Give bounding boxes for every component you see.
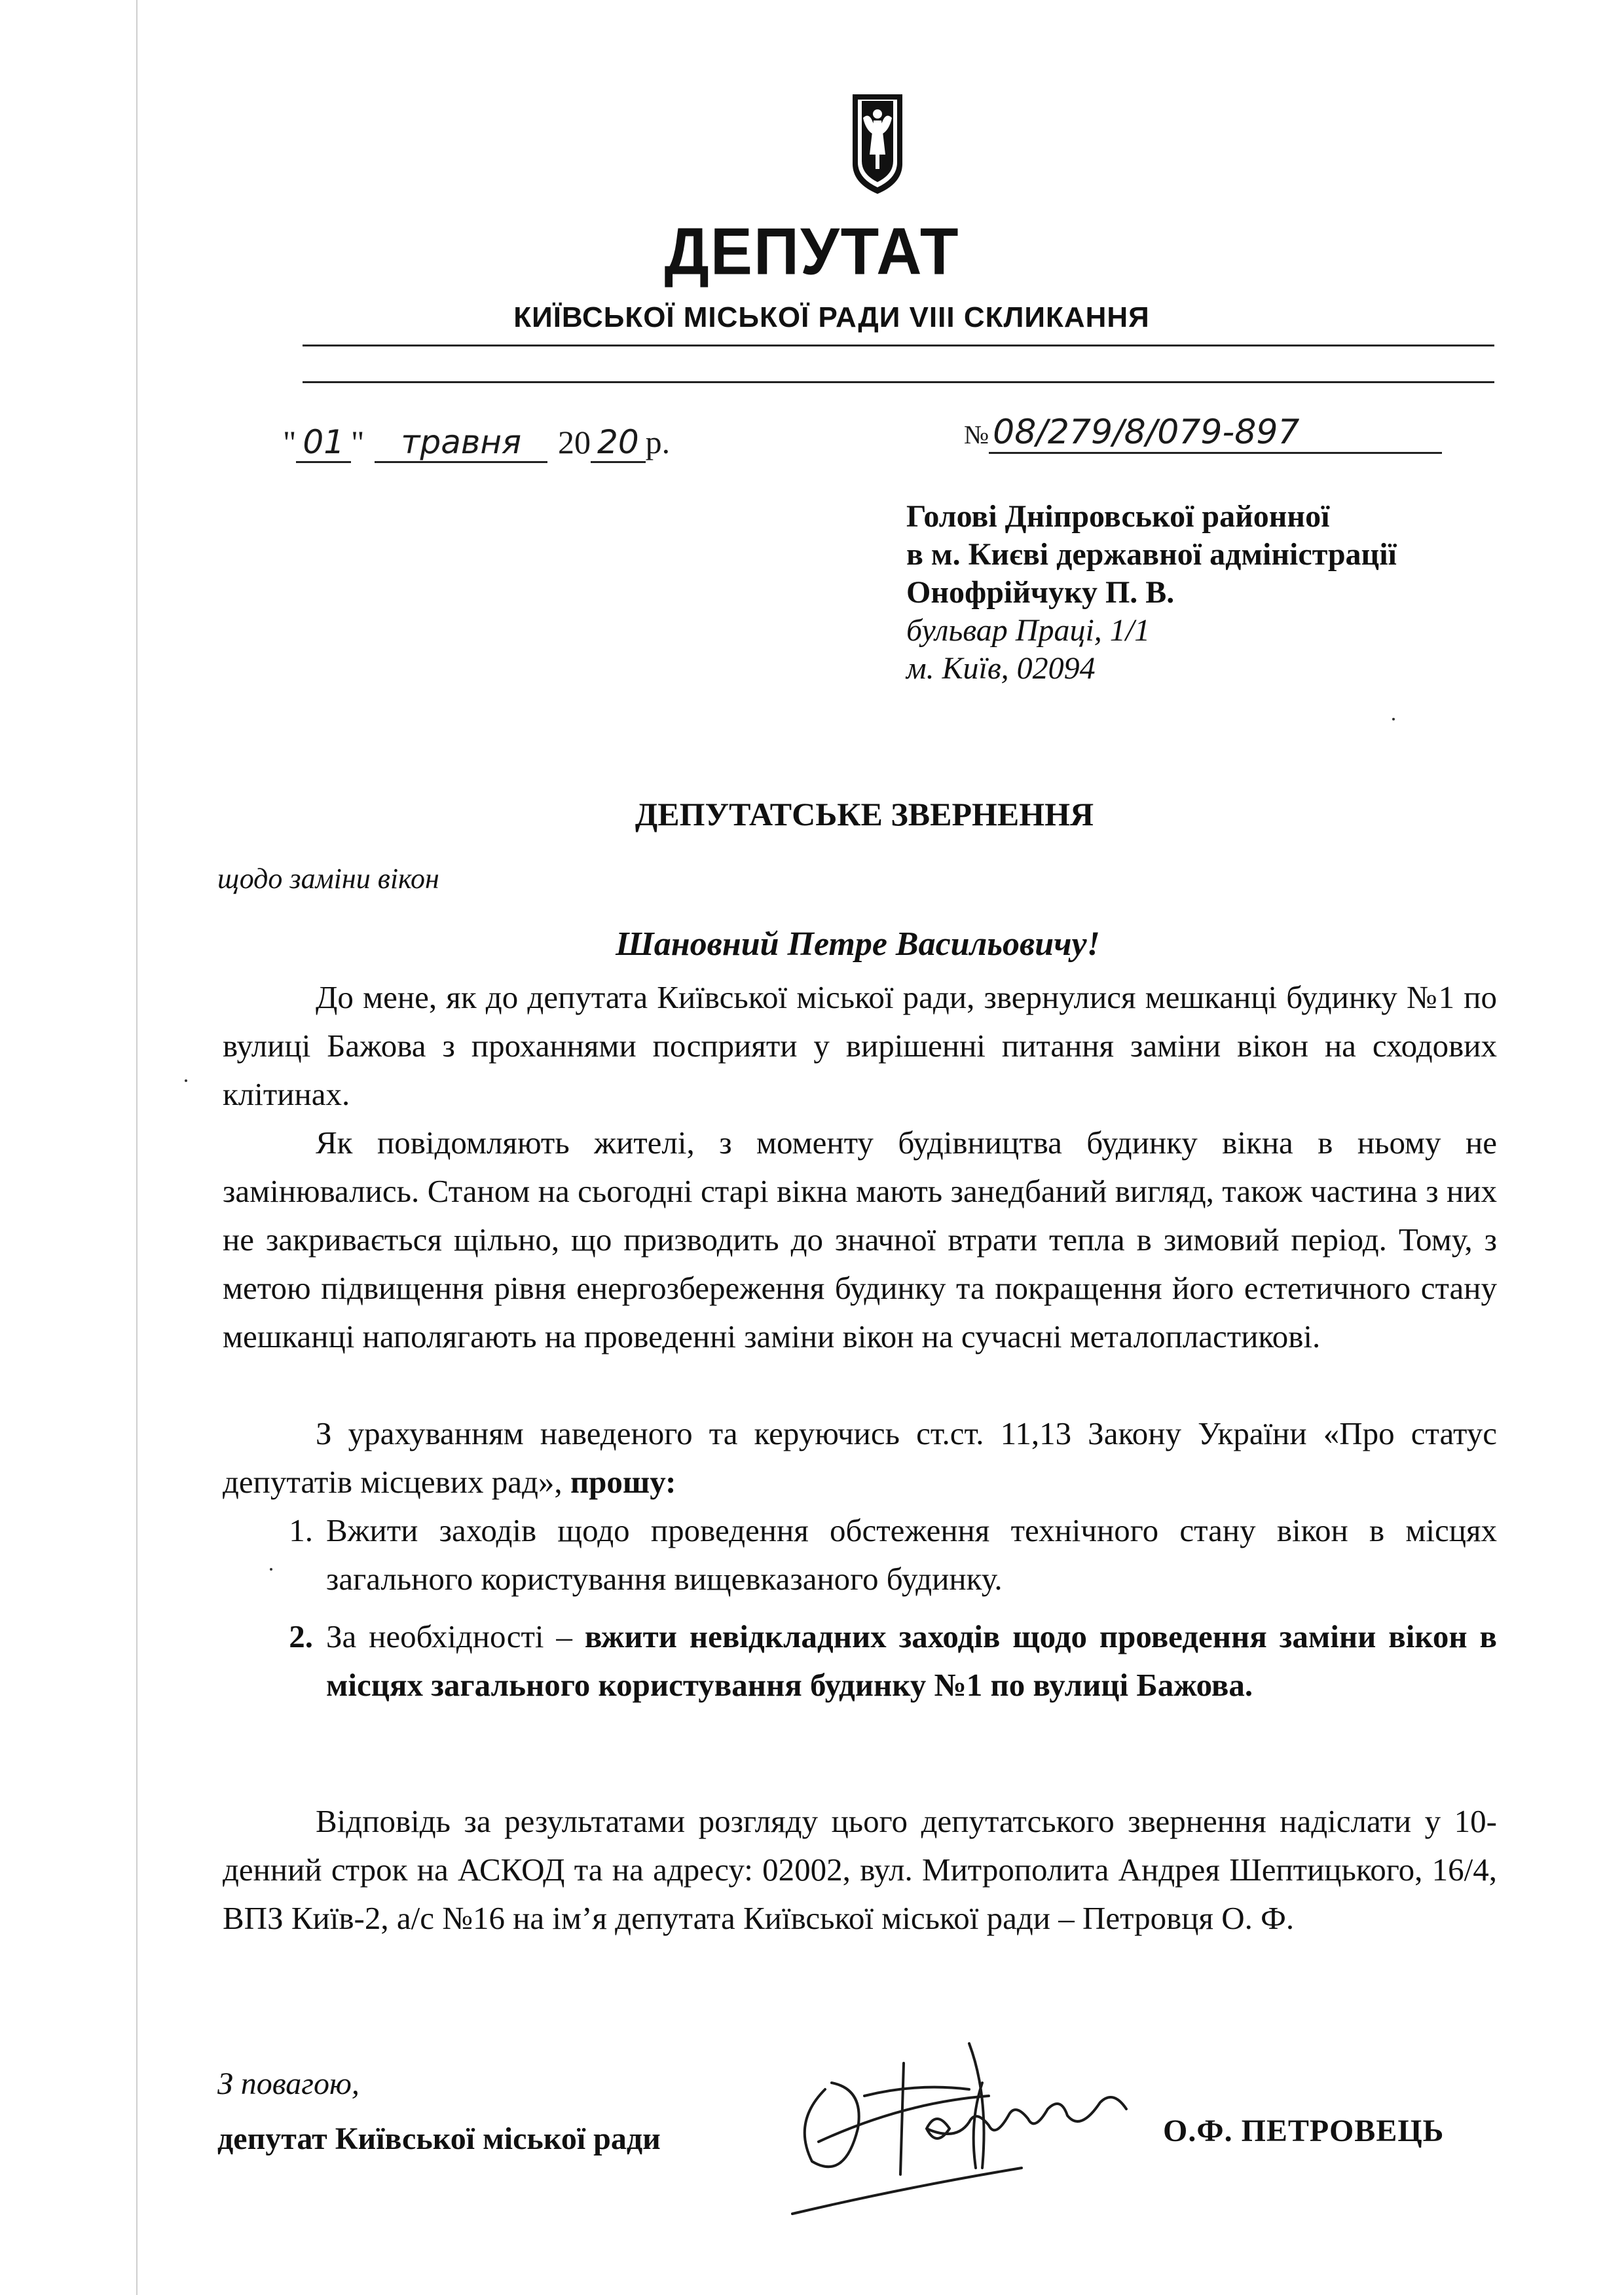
date-year-suffix: 20 [591, 423, 646, 463]
date-day: 01 [296, 423, 351, 463]
date-year-prefix: 20 [558, 424, 591, 460]
signoff-position: депутат Київської міської ради [217, 2121, 661, 2156]
registration-number [964, 413, 1442, 454]
scan-edge-line [136, 0, 138, 2295]
list-item [261, 1506, 1497, 1603]
addressee-block [906, 498, 1397, 688]
body-response [223, 1797, 1497, 1943]
paragraph-3-bold: прошу: [570, 1464, 676, 1500]
handwritten-signature [773, 2017, 1179, 2253]
number-value: 08/279/8/079-897 [989, 413, 1442, 454]
date-year-mark: р. [645, 424, 671, 460]
list-item [261, 1613, 1497, 1709]
header-rule-bottom [303, 381, 1494, 383]
list-item-text-bold: вжити невідкладних заходів щодо проведення заміни вікон в місцях загального користування будинку №1 по вулиці Бажова. [326, 1618, 1498, 1703]
list-item-text-plain: За необхідності – [326, 1618, 572, 1654]
paragraph-2-text: Як повідомляють жителі, з моменту будівництва будинку вікна в ньому не замінювались. Станом на сьогодні старі вікна мають занедбаний вигляд, також частина з них не закривається щільно, що призводить до значної втрати тепла в зимовий період. Тому, з метою підвищення рівня енергозбереження будинку та покращення його естетичного стану мешканці наполягають на проведенні заміни вікон на сучасні металопластикові. [223, 1125, 1497, 1354]
paragraph-3-text: З урахуванням наведеного та керуючись ст.ст. 11,13 Закону України «Про статус депутатів місцевих рад», [223, 1415, 1497, 1500]
scan-speck [185, 1079, 187, 1082]
list-item-number: 1. [289, 1512, 313, 1548]
date-month: травня [375, 423, 547, 463]
scan-speck [270, 1568, 272, 1571]
paragraph-1-text: До мене, як до депутата Київської міської ради, звернулися мешканці будинку №1 по вулиці Бажова з проханнями посприяти у вирішенні питання заміни вікон на сходових клітинах. [223, 979, 1497, 1112]
document-title: ДЕПУТАТСЬКЕ ЗВЕРНЕННЯ [635, 796, 1094, 832]
addressee-line1: Голові Дніпровської районної [906, 499, 1330, 534]
list-item-number: 2. [289, 1618, 313, 1654]
signoff-name: О.Ф. ПЕТРОВЕЦЬ [1163, 2114, 1445, 2148]
header-rule-top [303, 345, 1494, 346]
scan-speck [1392, 718, 1395, 720]
document-subject: щодо заміни вікон [217, 863, 439, 895]
greeting: Шановний Петре Васильовичу! [616, 925, 1100, 963]
addressee-name: Онофрійчуку П. В. [906, 575, 1175, 610]
number-sign: № [964, 420, 989, 449]
body-paragraph-2 [223, 1119, 1497, 1361]
kyiv-coat-of-arms-icon [850, 92, 905, 196]
addressee-city: м. Київ, 02094 [906, 651, 1096, 686]
header-subtitle: КИЇВСЬКОЇ МІСЬКОЇ РАДИ VIII СКЛИКАННЯ [513, 301, 1150, 333]
signoff-block [217, 2057, 661, 2167]
addressee-street: бульвар Праці, 1/1 [906, 613, 1151, 648]
response-text: Відповідь за результатами розгляду цього депутатського звернення надіслати у 10-денний строк на АСКОД та на адресу: 02002, вул. Митрополита Андрея Шептицького, 16/4, ВПЗ Київ-2, а/с №16 на ім’я депутата Київської міської ради – Петровця О. Ф. [223, 1803, 1497, 1936]
signoff-regards: З повагою, [217, 2066, 360, 2101]
body-paragraph-1 [223, 973, 1497, 1119]
addressee-line2: в м. Києві державної адміністрації [906, 537, 1397, 572]
request-list [261, 1506, 1497, 1709]
header-title: ДЕПУТАТ [664, 215, 960, 289]
body-paragraph-3 [223, 1409, 1497, 1506]
list-item-text: Вжити заходів щодо проведення обстеження технічного стану вікон в місцях загального користування вищевказаного будинку. [326, 1512, 1497, 1597]
registration-date: " 01 " травня 20 20 р. [283, 423, 670, 463]
